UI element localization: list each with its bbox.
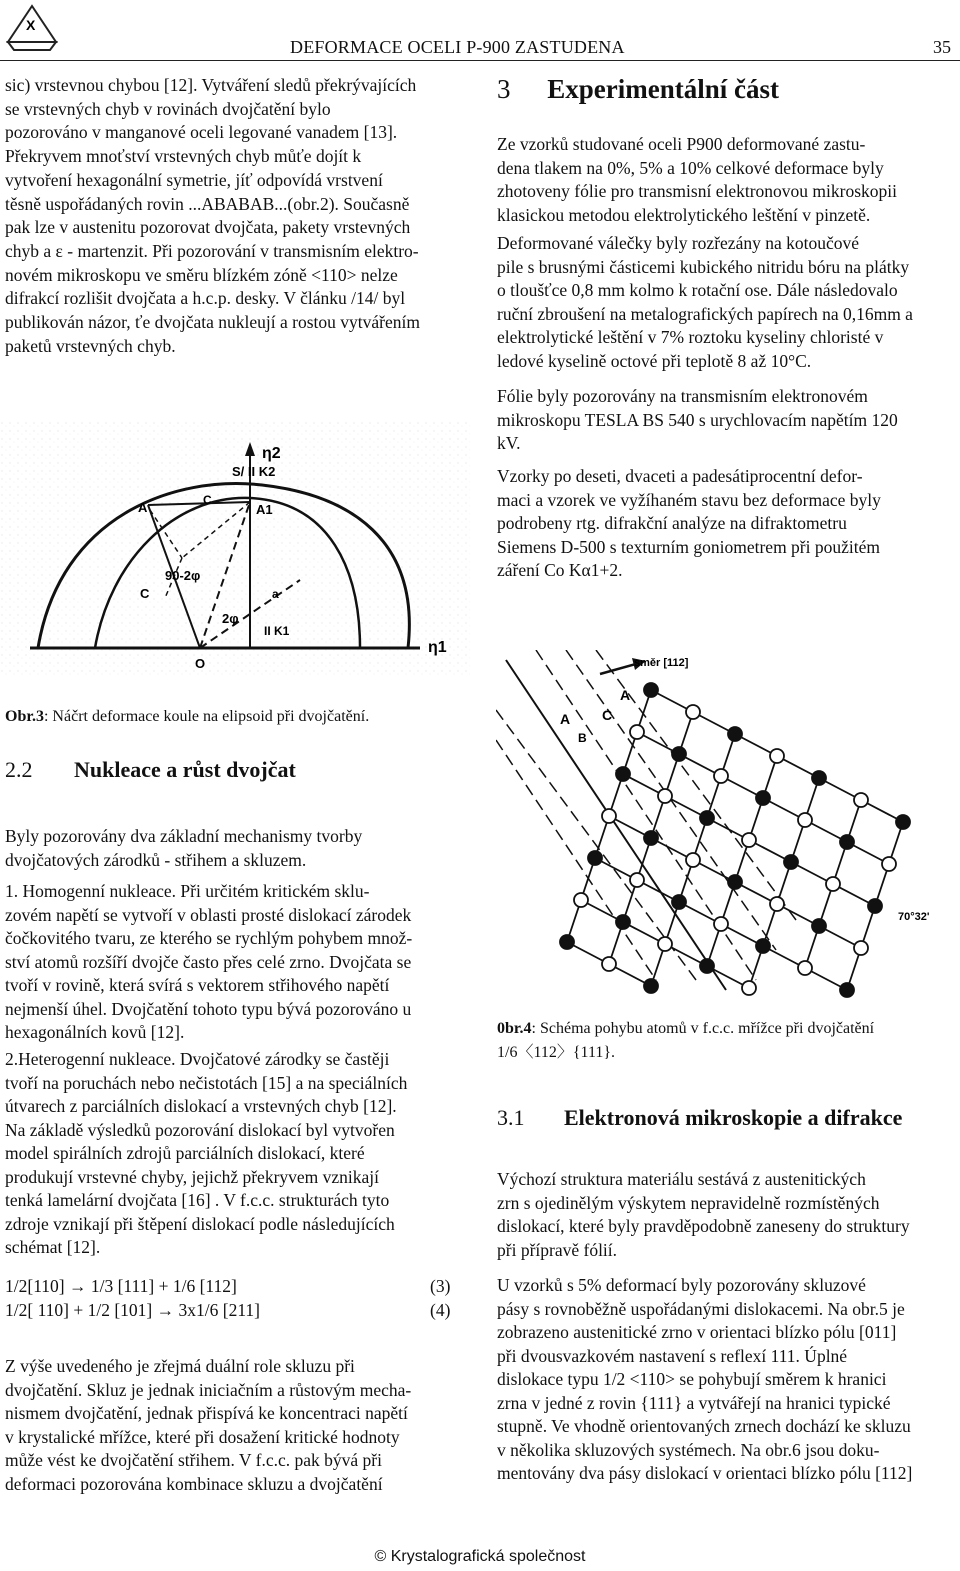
fig4-label-a1: A <box>620 687 631 703</box>
lattice-atom-solid <box>672 895 686 909</box>
lattice-atom-hatched <box>686 853 700 867</box>
footer-copyright: © Krystalografická společnost <box>374 1548 586 1565</box>
text-line: maci a vzorek ve vyžíhaném stavu bez deformace byly <box>497 489 881 510</box>
lattice-atom-solid <box>644 683 658 697</box>
figure-4-drawing <box>496 650 958 1000</box>
figure-4-caption-line2: 1/6〈112〉{111}. <box>497 1044 616 1061</box>
text-line: kV. <box>497 433 521 453</box>
header-rule <box>0 60 960 61</box>
lattice-atom-hatched <box>770 749 784 763</box>
text-line: vytvoření hexagonální symetrie, jíť odpovídá vrstvení <box>5 169 383 190</box>
text-line: Ze vzorků studované oceli P900 deformované zastu- <box>497 134 866 154</box>
lattice-atom-solid <box>756 939 770 953</box>
section-2-2-title: Nukleace a růst dvojčat <box>74 757 296 782</box>
figure-3-caption-label: Obr.3 <box>5 708 44 725</box>
equation-4 <box>5 1299 260 1322</box>
text-line: se vrstevných chyb v rovinách dvojčatění bylo <box>5 98 331 119</box>
text-line: ledové kyselině octové při teplotě 8 až 10°C. <box>497 350 812 371</box>
text-line: při dvousvazkovém nastavení s reflexí 111. Úplné <box>497 1345 848 1366</box>
lattice-atom-solid <box>840 983 854 997</box>
text-line: Výchozí struktura materiálu sestává z austenitických <box>497 1169 866 1189</box>
text-line: při přípravě fólií. <box>497 1239 618 1260</box>
lattice-atom-hatched <box>798 813 812 827</box>
text-line: elektrolytické leštění v 7% roztoku kyseliny chloristé v <box>497 327 884 347</box>
text-line: tvoří v rovině, která svírá s vektorem střihového napětí <box>5 975 390 995</box>
text-line: chyb a ε - martenzit. Při pozorování v transmisním elektro- <box>5 240 419 261</box>
lattice-atom-hatched <box>854 793 868 807</box>
fig4-label-c: C <box>602 707 613 723</box>
figure-4-caption-label: 0br.4 <box>497 1020 532 1037</box>
text-line: dislokace typu 1/2 <110> se pohybují směrem k hranici <box>497 1369 887 1389</box>
text-line: zhotoveny fólie pro transmisní elektronovou mikroskopii <box>497 181 898 201</box>
journal-logo <box>6 4 58 54</box>
fig3-label-angle: 90-2φ <box>165 568 201 583</box>
fig3-label-a-left: A <box>138 500 148 515</box>
text-line: záření Co Kα1+2. <box>497 560 623 580</box>
fig3-label-s-k2: S/ II K2 <box>232 464 276 479</box>
text-line: v krystalické mřížce, které při dosažení kritické hodnoty <box>5 1426 400 1447</box>
equation-3-expr: 1/2[110] → 1/3 [111] + 1/6 [112] <box>5 1276 237 1296</box>
lattice-atom-hatched <box>882 857 896 871</box>
text-line: pozorováno v manganové oceli legované vanadem [13]. <box>5 122 398 143</box>
lattice-atom-hatched <box>742 981 756 995</box>
lattice-atom-solid <box>644 979 658 993</box>
fig3-label-c-left: C <box>140 586 150 601</box>
lattice-atom-hatched <box>630 873 644 887</box>
text-line: pásy s rovnoběžně uspořádanými dislokacemi. Na obr.5 je <box>497 1298 905 1319</box>
lattice-atom-solid <box>728 875 742 889</box>
lattice-atom-hatched <box>686 705 700 719</box>
lattice-atom-hatched <box>798 961 812 975</box>
section-3-heading <box>497 74 779 104</box>
lattice-atom-hatched <box>770 897 784 911</box>
equation-3-number: (3) <box>430 1276 451 1296</box>
text-line: ruční zbroušení na metalografických papírech na 0,16mm a <box>497 303 913 324</box>
lattice-atom-solid <box>756 791 770 805</box>
fig3-label-eta2: η2 <box>262 445 281 462</box>
text-line: Byly pozorovány dva základní mechanismy tvorby <box>5 826 363 846</box>
lattice-atom-solid <box>700 959 714 973</box>
text-line: publikován názor, ťe dvojčata nukleují a rostou vytvářením <box>5 312 420 332</box>
section-3-number: 3 <box>497 74 511 104</box>
text-line: pile s brusnými částicemi kubického nitridu bóru na plátky <box>497 256 910 277</box>
text-line: může vést ke dvojčatění střihem. V f.c.c. pak bývá při <box>5 1450 382 1470</box>
equation-4-number: (4) <box>430 1300 451 1320</box>
text-line: sic) vrstevnou chybou [12]. Vytváření sledů překrývajících <box>5 75 417 95</box>
fig3-label-c-top: C <box>203 493 212 507</box>
section-2-2-heading <box>5 758 296 781</box>
figure-3-caption <box>5 705 369 728</box>
text-line: čočkovitého tvaru, ze kterého se rychlým pohybem množ- <box>5 928 413 948</box>
equation-4-expr: 1/2[ 110] + 1/2 [101] → 3x1/6 [211] <box>5 1300 260 1320</box>
text-line: klasickou metodou elektrolytického leštění v pinzetě. <box>497 204 871 225</box>
lattice-atom-solid <box>840 835 854 849</box>
text-line: nismem dvojčatění, jednak přispívá ke koncentraci napětí <box>5 1403 408 1423</box>
text-line: pak lze v austenitu pozorovat dvojčata, pakety vrstevných <box>5 217 411 238</box>
lattice-atom-solid <box>588 851 602 865</box>
lattice-atom-solid <box>560 935 574 949</box>
text-line: zobrazeno austenitické zrno v orientaci blízko pólu [011] <box>497 1322 897 1342</box>
lattice-atom-hatched <box>602 809 616 823</box>
text-line: tenká lamelární dvojčata [16] . V f.c.c. strukturách tyto <box>5 1190 390 1210</box>
lattice-atom-solid <box>728 727 742 741</box>
lattice-atom-solid <box>868 899 882 913</box>
fig4-label-b: B <box>578 731 587 745</box>
text-line: dislokací, které byly pravděpodobně zaneseny do struktury <box>497 1216 910 1236</box>
lattice-atom-solid <box>896 815 910 829</box>
text-line: ství atomů rozšíří dvojče často přes celé zrno. Dvojčata se <box>5 951 412 972</box>
fig3-label-a-small: a <box>272 587 279 601</box>
lattice-atom-hatched <box>574 893 588 907</box>
fig3-label-o: O <box>195 656 206 671</box>
text-line: Z výše uvedeného je zřejmá duální role skluzu při <box>5 1356 355 1376</box>
lattice-atom-hatched <box>826 877 840 891</box>
lattice-atom-hatched <box>630 725 644 739</box>
fig4-label-a2: A <box>560 711 571 727</box>
text-line: schémat [12]. <box>5 1237 101 1257</box>
lattice-atom-solid <box>644 831 658 845</box>
text-line: difrakcí rozlišit dvojčata a h.c.p. desky. V článku /14/ byl <box>5 288 406 309</box>
text-line: podrobeny rtg. difrakční analýze na difraktometru <box>497 513 847 533</box>
figure-4-caption-text: : Schéma pohybu atomů v f.c.c. mřížce při dvojčatění <box>531 1020 875 1037</box>
fig4-label-smer: směr [112] <box>634 657 689 669</box>
lattice-atom-hatched <box>714 917 728 931</box>
lattice-atom-solid <box>812 919 826 933</box>
section-2-2-number: 2.2 <box>5 757 33 782</box>
lattice-atom-hatched <box>602 957 616 971</box>
text-line: stupně. Ve vhodně orientovaných zrnech dochází ke skluzu <box>497 1416 911 1436</box>
text-line: Deformované válečky byly rozřezány na kotoučové <box>497 233 859 253</box>
section-3-title: Experimentální část <box>547 74 779 104</box>
figure-4-caption <box>497 1017 874 1040</box>
figure-4-lattice <box>560 683 910 997</box>
lattice-atom-hatched <box>742 833 756 847</box>
text-line: nejmenší úhel. Dvojčatění tohoto typu bývá pozorováno u <box>5 998 412 1019</box>
text-line: zrna v jedné z rovin {111} a vytvářejí na hranici typické <box>497 1392 891 1413</box>
lattice-atom-hatched <box>658 937 672 951</box>
section-3-1-title: Elektronová mikroskopie a difrakce <box>564 1105 903 1130</box>
text-line: tvoří na poruchách nebo nečistotách [15] a na speciálních <box>5 1072 408 1093</box>
figure-4 <box>496 650 958 1000</box>
lattice-atom-solid <box>672 747 686 761</box>
text-line: Vzorky po deseti, dvaceti a padesátiprocentní defor- <box>497 466 863 486</box>
figure-3-drawing <box>0 420 470 675</box>
text-line: Siemens D-500 s texturním goniometrem při použitém <box>497 536 880 557</box>
figure-3-caption-text: : Náčrt deformace koule na elipsoid při dvojčatění. <box>43 708 370 725</box>
text-line: U vzorků s 5% deformací byly pozorovány skluzové <box>497 1275 866 1295</box>
text-line: Fólie byly pozorovány na transmisním elektronovém <box>497 386 868 406</box>
section-3-1-heading <box>497 1106 902 1129</box>
fig3-label-k1: II K1 <box>264 624 290 638</box>
logo-letter: X <box>26 17 36 33</box>
text-line: dena tlakem na 0%, 5% a 10% celkové deformace byly <box>497 157 884 178</box>
lattice-atom-solid <box>812 771 826 785</box>
text-line: mikroskopu TESLA BS 540 s urychlovacím napětím 120 <box>497 409 898 430</box>
text-line: paketů vrstevných chyb. <box>5 335 176 356</box>
equation-3 <box>5 1275 237 1298</box>
text-line: 2.Heterogenní nukleace. Dvojčatové zárodky se častěji <box>5 1049 390 1069</box>
text-line: hexagonálních kovů [12]. <box>5 1022 185 1042</box>
text-line: útvarech z parciálních dislokací a vrstevných chyb [12]. <box>5 1096 397 1116</box>
lattice-atom-solid <box>616 767 630 781</box>
fig3-label-2phi: 2φ <box>222 611 239 626</box>
lattice-atom-solid <box>700 811 714 825</box>
page-number: 35 <box>933 37 951 57</box>
text-line: model spirálních zdrojů parciálních dislokací, které <box>5 1143 365 1163</box>
text-line: 1. Homogenní nukleace. Při určitém kritickém sklu- <box>5 881 370 901</box>
text-line: mentovány dva pásy dislokací v orientaci blízko pólu [112] <box>497 1463 913 1483</box>
text-line: dvojčatění. Skluz je jednak iniciačním a růstovým mecha- <box>5 1379 412 1400</box>
text-line: produkují vrstevné chyby, jejichž překryvem vznikají <box>5 1166 380 1187</box>
text-line: deformaci pozorována kombinace skluzu a dvojčatění <box>5 1473 383 1494</box>
text-line: novém mikroskopu ve směru blízkém zóně <110> nelze <box>5 264 398 285</box>
running-title: DEFORMACE OCELI P-900 ZASTUDENA <box>290 37 625 57</box>
text-line: těsně uspořádaných rovin ...ABABAB...(obr.2). Současně <box>5 193 410 214</box>
figure-3 <box>0 420 470 675</box>
lattice-atom-solid <box>616 915 630 929</box>
lattice-atom-hatched <box>854 941 868 955</box>
text-line: dvojčatových zárodků - střihem a skluzem. <box>5 849 307 870</box>
lattice-atom-solid <box>784 855 798 869</box>
lattice-atom-hatched <box>714 769 728 783</box>
fig3-label-eta1: η1 <box>428 639 447 656</box>
text-line: zovém napětí se vytvoří v oblasti prosté dislokací zárodek <box>5 904 412 925</box>
text-line: Překryvem mnoťství vrstevných chyb můťe dojít k <box>5 146 362 167</box>
text-line: Na základě výsledků pozorování dislokací byl vytvořen <box>5 1119 395 1140</box>
text-line: zdroje vznikají při štěpení dislokací podle následujících <box>5 1213 395 1234</box>
text-line: v několika skluzových systémech. Na obr.6 jsou doku- <box>497 1439 880 1460</box>
section-3-1-number: 3.1 <box>497 1105 525 1130</box>
fig4-label-angle: 70°32' <box>898 911 930 923</box>
fig3-label-a1: A1 <box>256 502 273 517</box>
logo-graphic <box>6 4 58 54</box>
lattice-atom-hatched <box>658 789 672 803</box>
text-line: zrn s ojedinělým výskytem nepravidelně rozmístěných <box>497 1192 880 1213</box>
text-line: o tloušťce 0,8 mm kolmo k rotační ose. Dále následovalo <box>497 280 898 300</box>
